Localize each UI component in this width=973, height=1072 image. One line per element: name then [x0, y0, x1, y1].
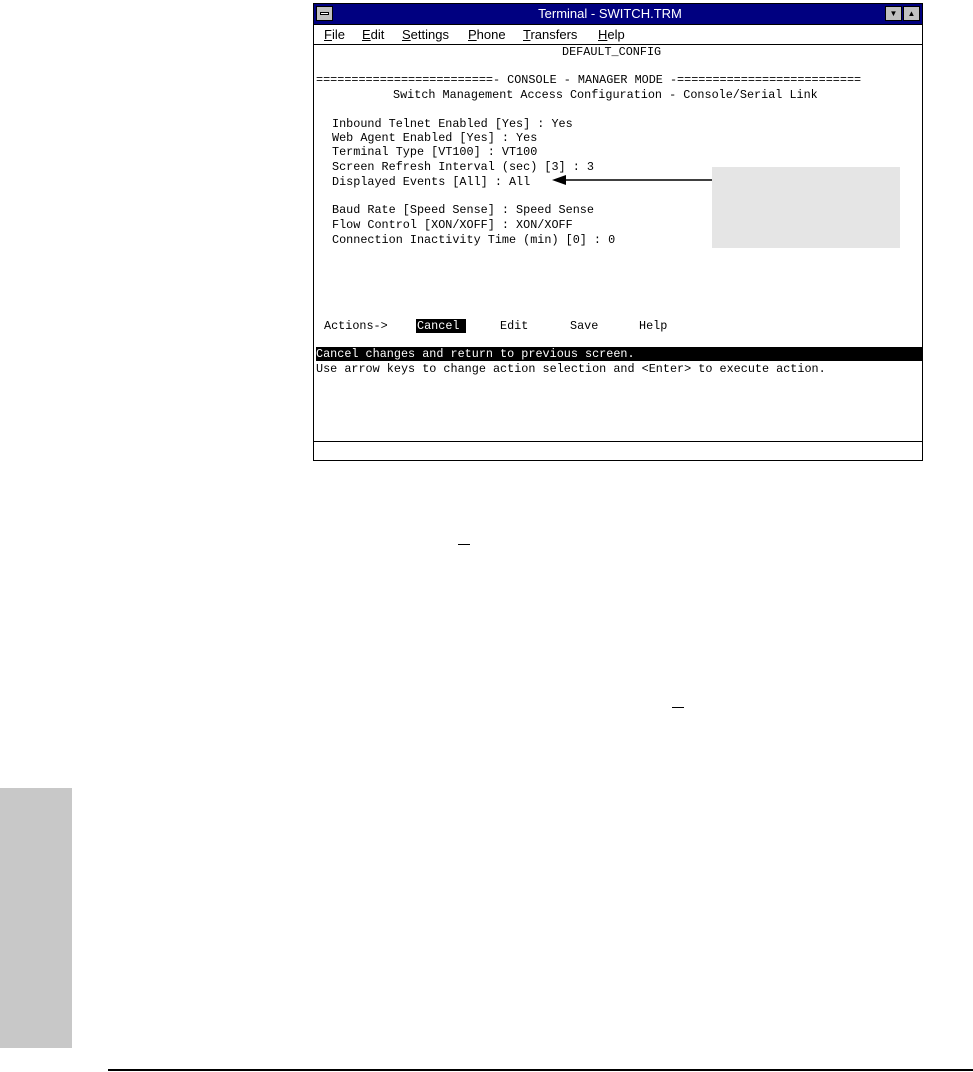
- menu-file[interactable]: [324, 27, 345, 42]
- action-edit-label: Edit: [500, 319, 529, 333]
- menu-edit-rest: dit: [370, 27, 385, 42]
- mode-line: =========================- CONSOLE - MANAGER MODE -==========================: [316, 73, 862, 87]
- menu-edit[interactable]: [362, 27, 384, 42]
- maximize-button[interactable]: ▲: [903, 6, 920, 21]
- field-inbound-telnet[interactable]: Inbound Telnet Enabled [Yes] : Yes: [332, 117, 573, 131]
- action-help-button[interactable]: [639, 319, 667, 333]
- menu-settings-mnemonic: S: [402, 27, 411, 42]
- text-mark: [672, 707, 684, 708]
- footer-rule: [108, 1069, 973, 1071]
- menu-settings-rest: ettings: [410, 27, 449, 42]
- menu-phone-mnemonic: P: [468, 27, 477, 42]
- title-bar: [314, 4, 922, 25]
- field-baud-rate[interactable]: Baud Rate [Speed Sense] : Speed Sense: [332, 203, 594, 217]
- horizontal-scrollbar[interactable]: [314, 441, 922, 460]
- system-menu-button[interactable]: [316, 6, 333, 21]
- hint-line: Use arrow keys to change action selection and <Enter> to execute action.: [316, 362, 826, 376]
- menu-settings[interactable]: [402, 27, 449, 42]
- text-mark: [458, 544, 470, 545]
- side-tab: [0, 788, 72, 1048]
- minimize-button[interactable]: ▼: [885, 6, 902, 21]
- config-name: DEFAULT_CONFIG: [562, 45, 662, 59]
- menu-file-mnemonic: F: [324, 27, 332, 42]
- menu-file-rest: ile: [331, 27, 345, 42]
- action-edit-button[interactable]: [500, 319, 528, 333]
- menu-transfers-mnemonic: T: [523, 27, 531, 42]
- status-line: [316, 347, 922, 361]
- action-help-label: Help: [639, 319, 668, 333]
- action-cancel-button[interactable]: [416, 319, 466, 333]
- field-displayed-events[interactable]: Displayed Events [All] : All: [332, 175, 531, 189]
- action-cancel-label: Cancel: [417, 319, 460, 333]
- action-save-label: Save: [570, 319, 599, 333]
- field-web-agent[interactable]: Web Agent Enabled [Yes] : Yes: [332, 131, 538, 145]
- menu-edit-mnemonic: E: [362, 27, 371, 42]
- system-menu-icon: [320, 12, 329, 15]
- menu-help[interactable]: [598, 27, 625, 42]
- action-save-button[interactable]: [570, 319, 598, 333]
- callout-arrow-icon: [540, 172, 715, 188]
- screen-title: Switch Management Access Configuration - Console/Serial Link: [393, 88, 818, 102]
- menu-help-mnemonic: H: [598, 27, 608, 42]
- field-refresh-interval[interactable]: Screen Refresh Interval (sec) [3] : 3: [332, 160, 594, 174]
- terminal-screen[interactable]: [314, 45, 922, 460]
- callout-box: [712, 167, 900, 248]
- field-terminal-type[interactable]: Terminal Type [VT100] : VT100: [332, 145, 538, 159]
- menu-transfers[interactable]: [523, 27, 577, 42]
- window-title: Terminal - SWITCH.TRM: [538, 6, 682, 21]
- field-flow-control[interactable]: Flow Control [XON/XOFF] : XON/XOFF: [332, 218, 573, 232]
- field-inactivity-time[interactable]: Connection Inactivity Time (min) [0] : 0: [332, 233, 616, 247]
- menu-bar: [314, 25, 922, 45]
- status-text: Cancel changes and return to previous screen.: [316, 347, 635, 361]
- menu-phone[interactable]: [468, 27, 506, 42]
- menu-transfers-rest: ransfers: [530, 27, 578, 42]
- menu-phone-rest: hone: [476, 27, 506, 42]
- actions-label: Actions->: [324, 319, 388, 333]
- menu-help-rest: elp: [607, 27, 625, 42]
